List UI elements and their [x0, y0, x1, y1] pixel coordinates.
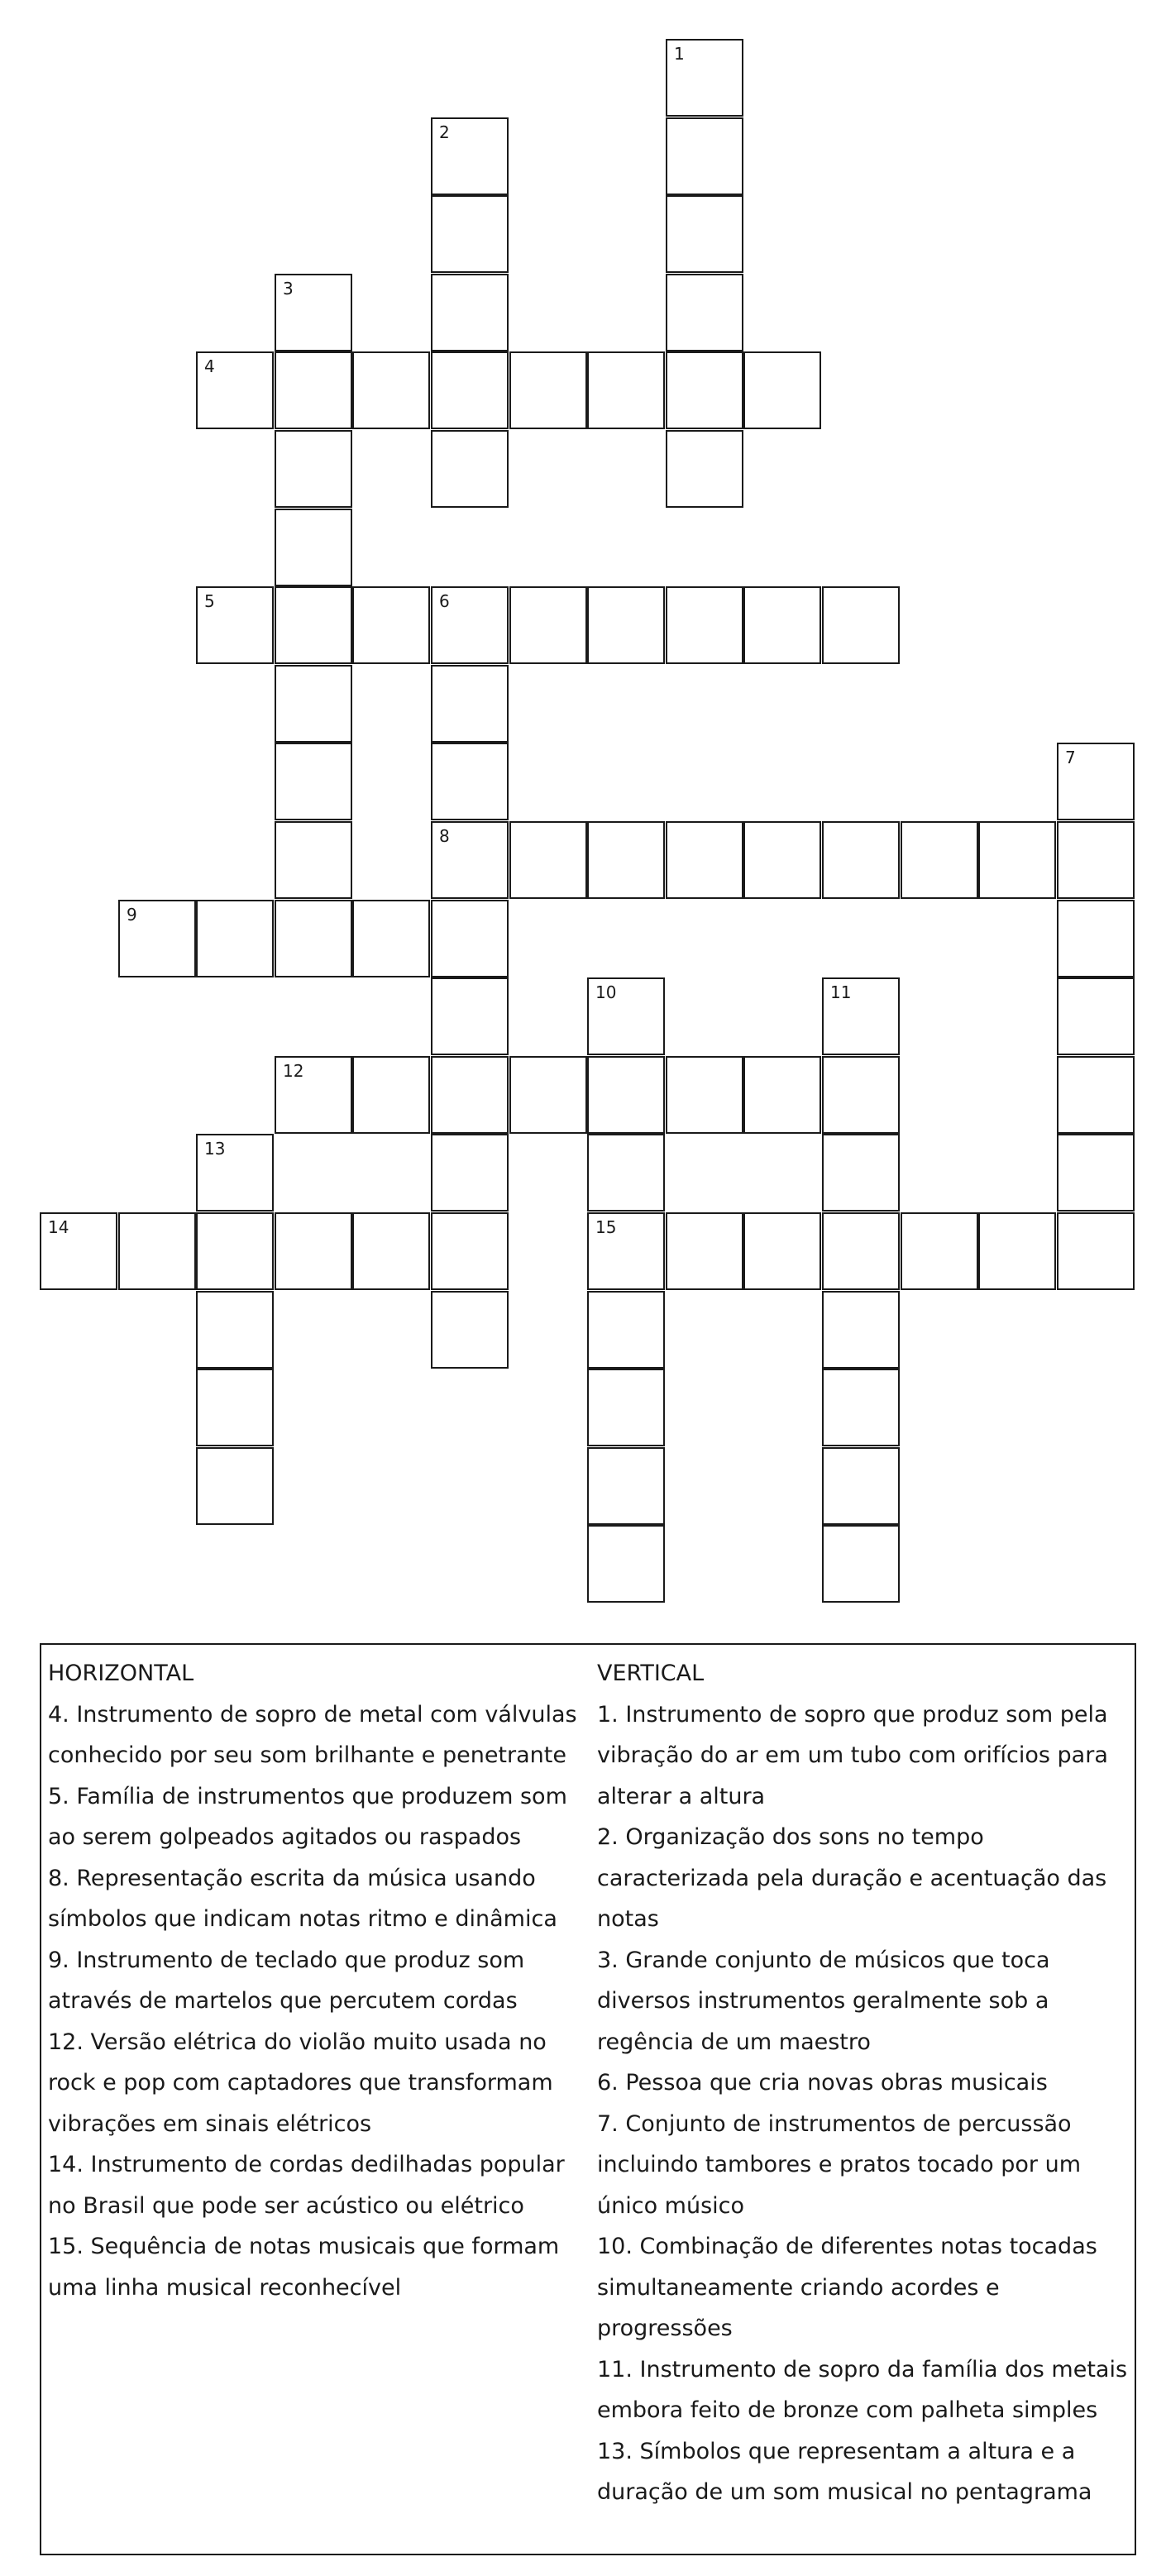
clue-line: vibração do ar em um tubo com orifícios para [597, 1742, 1108, 1768]
crossword-cell[interactable] [275, 665, 352, 743]
clue-line: 4. Instrumento de sopro de metal com válvulas [48, 1701, 577, 1728]
clue-line: 7. Conjunto de instrumentos de percussão [597, 2110, 1072, 2137]
crossword-cell[interactable] [587, 821, 665, 899]
clue-number: 5 [204, 591, 215, 611]
crossword-cell[interactable] [275, 1212, 352, 1290]
crossword-cell[interactable] [1057, 743, 1135, 820]
crossword-cell[interactable] [196, 1212, 274, 1290]
clue-number: 15 [595, 1217, 617, 1237]
crossword-cell[interactable] [666, 821, 743, 899]
clue-line: 15. Sequência de notas musicais que formam [48, 2234, 560, 2259]
crossword-cell[interactable] [509, 1056, 587, 1134]
crossword-cell[interactable] [275, 1056, 352, 1134]
crossword-cell[interactable] [196, 1369, 274, 1446]
crossword-cell[interactable] [352, 1212, 430, 1290]
crossword-cell[interactable] [666, 351, 743, 429]
horizontal-clues [48, 1653, 585, 2308]
crossword-cell[interactable] [431, 1212, 509, 1290]
crossword-cell[interactable] [666, 39, 743, 117]
clues-box [40, 1643, 1136, 2555]
crossword-cell[interactable] [587, 1056, 665, 1134]
crossword-cell[interactable] [743, 1056, 821, 1134]
crossword-cell[interactable] [1057, 1212, 1135, 1290]
crossword-cell[interactable] [822, 821, 900, 899]
clue-line: 12. Versão elétrica do violão muito usada no [48, 2029, 547, 2055]
crossword-cell[interactable] [587, 1291, 665, 1369]
clue-line: progressões [597, 2316, 733, 2341]
crossword-cell[interactable] [431, 195, 509, 273]
vertical-title: VERTICAL [597, 1661, 705, 1686]
crossword-cell[interactable] [40, 1212, 117, 1290]
crossword-cell[interactable] [1057, 1056, 1135, 1134]
crossword-cell[interactable] [275, 586, 352, 664]
crossword-cell[interactable] [666, 274, 743, 351]
horizontal-title: HORIZONTAL [48, 1661, 194, 1686]
clue-line: 2. Organização dos sons no tempo [597, 1824, 984, 1850]
crossword-cell[interactable] [196, 1447, 274, 1525]
crossword-cell[interactable] [196, 586, 274, 664]
crossword-cell[interactable] [275, 351, 352, 429]
crossword-cell[interactable] [118, 1212, 196, 1290]
crossword-cell[interactable] [587, 1447, 665, 1525]
crossword-cell[interactable] [587, 1212, 665, 1290]
crossword-cell[interactable] [352, 1056, 430, 1134]
crossword-cell[interactable] [1057, 900, 1135, 977]
clue-line: ao serem golpeados agitados ou raspados [48, 1824, 522, 1850]
crossword-cell[interactable] [275, 900, 352, 977]
crossword-cell[interactable] [978, 1212, 1056, 1290]
clue-number: 4 [204, 356, 215, 376]
crossword-cell[interactable] [431, 977, 509, 1055]
vertical-clues [597, 1653, 1135, 2513]
crossword-cell[interactable] [587, 586, 665, 664]
crossword-cell[interactable] [666, 195, 743, 273]
crossword-cell[interactable] [431, 586, 509, 664]
crossword-cell[interactable] [352, 586, 430, 664]
crossword-cell[interactable] [822, 586, 900, 664]
crossword-cell[interactable] [431, 1056, 509, 1134]
crossword-cell[interactable] [822, 1212, 900, 1290]
clue-line: único músico [597, 2192, 745, 2219]
clue-number: 10 [595, 982, 617, 1002]
crossword-cell[interactable] [1057, 977, 1135, 1055]
clue-line: duração de um som musical no pentagrama [597, 2479, 1092, 2505]
clue-line: símbolos que indicam notas ritmo e dinâmica [48, 1906, 557, 1932]
crossword-cell[interactable] [431, 665, 509, 743]
crossword-cell[interactable] [431, 430, 509, 508]
crossword-cell[interactable] [431, 743, 509, 820]
clue-line: 5. Família de instrumentos que produzem som [48, 1783, 567, 1809]
clue-number: 1 [674, 44, 685, 64]
clue-number: 13 [204, 1139, 226, 1159]
crossword-cell[interactable] [822, 1369, 900, 1446]
crossword-cell[interactable] [666, 1212, 743, 1290]
clue-line: alterar a altura [597, 1783, 766, 1809]
crossword-cell[interactable] [901, 821, 978, 899]
crossword-cell[interactable] [666, 1056, 743, 1134]
crossword-cell[interactable] [275, 509, 352, 586]
crossword-cell[interactable] [431, 821, 509, 899]
crossword-cell[interactable] [901, 1212, 978, 1290]
clue-line: 13. Símbolos que representam a altura e a [597, 2438, 1076, 2464]
crossword-cell[interactable] [196, 900, 274, 977]
crossword-cell[interactable] [587, 1525, 665, 1603]
clue-line: no Brasil que pode ser acústico ou elétrico [48, 2192, 524, 2219]
crossword-cell[interactable] [1057, 821, 1135, 899]
crossword-cell[interactable] [978, 821, 1056, 899]
clue-line: incluindo tambores e pratos tocado por um [597, 2152, 1082, 2177]
crossword-cell[interactable] [1057, 1134, 1135, 1212]
clue-line: 1. Instrumento de sopro que produz som pela [597, 1701, 1108, 1728]
clue-number: 11 [830, 982, 852, 1002]
clue-line: 6. Pessoa que cria novas obras musicais [597, 2070, 1048, 2096]
crossword-cell[interactable] [275, 430, 352, 508]
clue-line: caracterizada pela duração e acentuação das [597, 1865, 1107, 1891]
clue-line: rock e pop com captadores que transformam [48, 2070, 553, 2096]
crossword-cell[interactable] [743, 1212, 821, 1290]
clue-line: embora feito de bronze com palheta simples [597, 2397, 1098, 2423]
clue-line: conhecido por seu som brilhante e penetrante [48, 1742, 566, 1768]
clue-line: simultaneamente criando acordes e [597, 2274, 1000, 2301]
crossword-cell[interactable] [587, 1134, 665, 1212]
clue-number: 8 [439, 826, 450, 846]
crossword-cell[interactable] [431, 900, 509, 977]
crossword-cell[interactable] [509, 586, 587, 664]
crossword-cell[interactable] [743, 821, 821, 899]
clue-line: regência de um maestro [597, 2029, 871, 2055]
crossword-cell[interactable] [666, 430, 743, 508]
crossword-cell[interactable] [587, 977, 665, 1055]
crossword-cell[interactable] [822, 1134, 900, 1212]
crossword-cell[interactable] [509, 351, 587, 429]
horizontal-clue-list [48, 1694, 585, 2309]
crossword-cell[interactable] [743, 586, 821, 664]
vertical-clue-list [597, 1694, 1135, 2513]
crossword-cell[interactable] [431, 274, 509, 351]
clue-number: 14 [48, 1217, 69, 1237]
crossword-cell[interactable] [587, 1369, 665, 1446]
clue-line: 3. Grande conjunto de músicos que toca [597, 1947, 1050, 1973]
crossword-cell[interactable] [275, 821, 352, 899]
clue-line: através de martelos que percutem cordas [48, 1988, 518, 2014]
crossword-cell[interactable] [431, 117, 509, 195]
clue-line: notas [597, 1906, 659, 1932]
crossword-cell[interactable] [666, 586, 743, 664]
crossword-cell[interactable] [196, 1291, 274, 1369]
crossword-cell[interactable] [431, 1134, 509, 1212]
crossword-cell[interactable] [275, 743, 352, 820]
crossword-cell[interactable] [822, 1056, 900, 1134]
clue-number: 6 [439, 591, 450, 611]
clue-line: 9. Instrumento de teclado que produz som [48, 1947, 525, 1973]
crossword-cell[interactable] [822, 977, 900, 1055]
clue-line: 14. Instrumento de cordas dedilhadas popular [48, 2152, 565, 2177]
clue-line: diversos instrumentos geralmente sob a [597, 1988, 1049, 2014]
crossword-cell[interactable] [196, 1134, 274, 1212]
crossword-cell[interactable] [431, 351, 509, 429]
crossword-cell[interactable] [196, 351, 274, 429]
crossword-cell[interactable] [275, 274, 352, 351]
crossword-cell[interactable] [822, 1525, 900, 1603]
crossword-cell[interactable] [352, 351, 430, 429]
clue-number: 3 [283, 279, 294, 299]
crossword-cell[interactable] [587, 351, 665, 429]
crossword-cell[interactable] [352, 900, 430, 977]
crossword-cell[interactable] [431, 1291, 509, 1369]
clue-number: 2 [439, 122, 450, 142]
clue-number: 12 [283, 1061, 304, 1081]
clue-line: 10. Combinação de diferentes notas tocadas [597, 2234, 1097, 2259]
crossword-cell[interactable] [509, 821, 587, 899]
clue-line: 8. Representação escrita da música usando [48, 1865, 536, 1891]
crossword-cell[interactable] [822, 1291, 900, 1369]
crossword-cell[interactable] [743, 351, 821, 429]
clue-line: vibrações em sinais elétricos [48, 2110, 372, 2137]
crossword-cell[interactable] [118, 900, 196, 977]
clue-line: 11. Instrumento de sopro da família dos metais [597, 2356, 1128, 2382]
clue-line: uma linha musical reconhecível [48, 2274, 402, 2301]
crossword-cell[interactable] [822, 1447, 900, 1525]
clue-number: 7 [1065, 748, 1076, 767]
clue-number: 9 [127, 905, 137, 925]
crossword-cell[interactable] [666, 117, 743, 195]
